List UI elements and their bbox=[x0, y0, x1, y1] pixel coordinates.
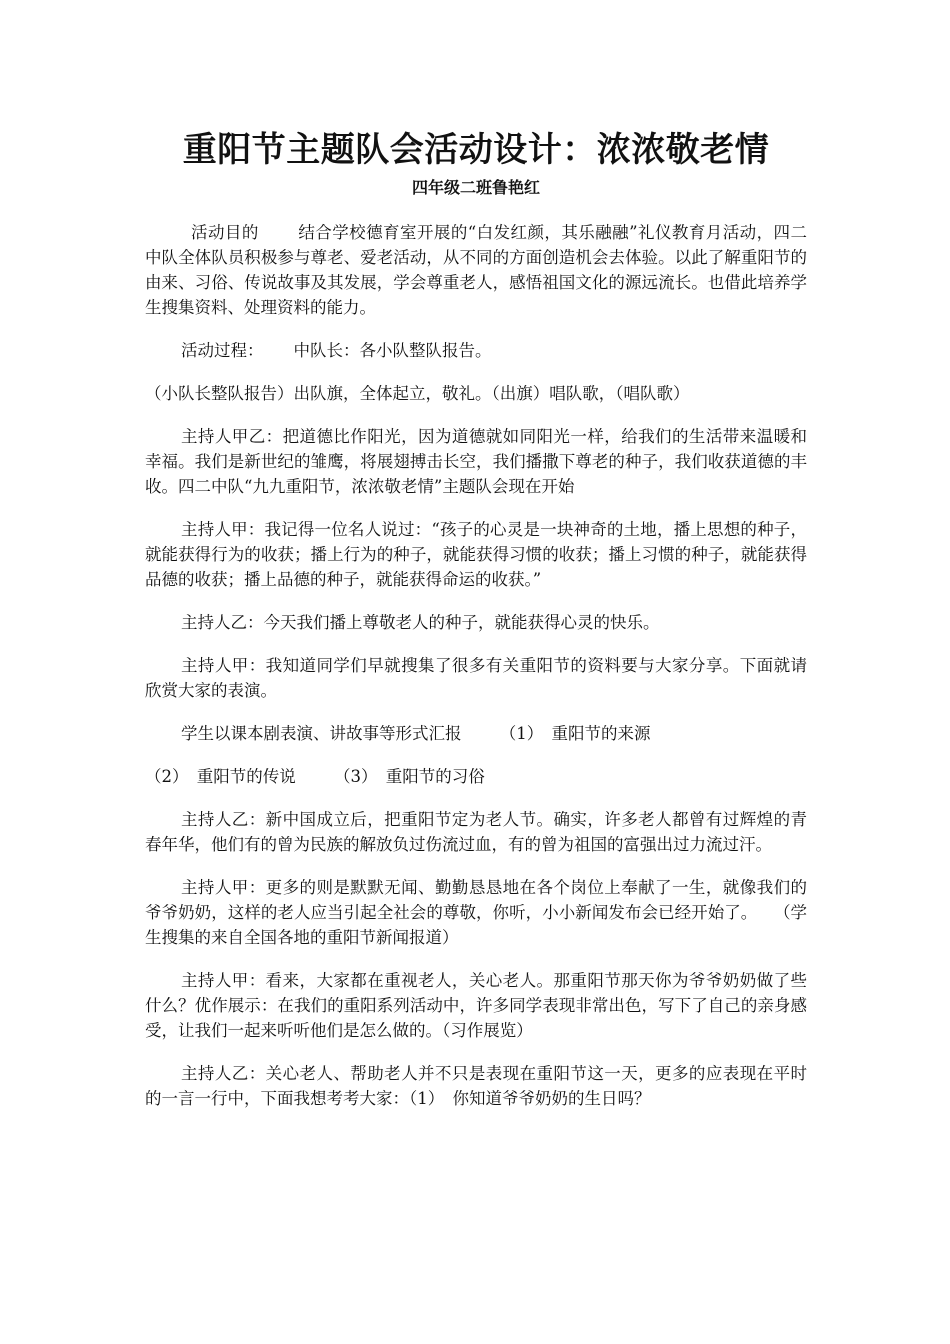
paragraph-purpose: 活动目的 结合学校德育室开展的“白发红颜，其乐融融”礼仪教育月活动，四二中队全体队员积极参与尊老、爱老活动，从不同的方面创造机会去体验。以此了解重阳节的由来、习俗、传说故事及其发展，学会尊重老人，感悟祖国文化的源远流长。也借此培养学生搜集资料、处理资料的能力。 bbox=[145, 223, 807, 317]
paragraph-host-b-seed: 主持人乙：今天我们播上尊敬老人的种子，就能获得心灵的快乐。 bbox=[181, 613, 660, 632]
paragraph-process: 活动过程： 中队长：各小队整队报告。 bbox=[181, 341, 492, 360]
document-title: 重阳节主题队会活动设计：浓浓敬老情 bbox=[182, 130, 770, 170]
document-author: 四年级二班鲁艳红 bbox=[411, 178, 540, 197]
paragraph-host-b-quiz: 主持人乙：关心老人、帮助老人并不只是表现在重阳节这一天，更多的应表现在平时的一言一行中，下面我想考考大家：（1） 你知道爷爷奶奶的生日吗？ bbox=[145, 1064, 807, 1108]
paragraph-legend-custom: （2） 重阳节的传说 （3） 重阳节的习俗 bbox=[145, 767, 485, 786]
paragraph-host-ab: 主持人甲乙：把道德比作阳光，因为道德就如同阳光一样，给我们的生活带来温暖和幸福。我们是新世纪的雏鹰，将展翅搏击长空，我们播撒下尊老的种子，我们收获道德的丰收。四二中队“九九重阳节，浓浓敬老情”主题队会现在开始 bbox=[145, 427, 807, 496]
document-page bbox=[145, 126, 807, 1129]
paragraph-host-a-share: 主持人甲：我知道同学们早就搜集了很多有关重阳节的资料要与大家分享。下面就请欣赏大家的表演。 bbox=[145, 656, 807, 700]
paragraph-host-a-essay: 主持人甲：看来，大家都在重视老人，关心老人。那重阳节那天你为爷爷奶奶做了些什么？优作展示：在我们的重阳系列活动中，许多同学表现非常出色，写下了自己的亲身感受，让我们一起来听听他们是怎么做的。（习作展览） bbox=[145, 971, 807, 1040]
paragraph-host-a-quote: 主持人甲：我记得一位名人说过：“孩子的心灵是一块神奇的土地，播上思想的种子，就能获得行为的收获；播上行为的种子，就能获得习惯的收获；播上习惯的种子，就能获得品德的收获；播上品德的种子，就能获得命运的收获。” bbox=[145, 520, 807, 589]
paragraph-host-b-elders: 主持人乙：新中国成立后，把重阳节定为老人节。确实，许多老人都曾有过辉煌的青春年华，他们有的曾为民族的解放负过伤流过血，有的曾为祖国的富强出过力流过汗。 bbox=[145, 810, 807, 854]
paragraph-student-report: 学生以课本剧表演、讲故事等形式汇报 （1） 重阳节的来源 bbox=[181, 724, 651, 743]
paragraph-host-a-news: 主持人甲：更多的则是默默无闻、勤勤恳恳地在各个岗位上奉献了一生，就像我们的爷爷奶奶，这样的老人应当引起全社会的尊敬，你听，小小新闻发布会已经开始了。 （学生搜集的来自全国各地的重阳节新闻报道） bbox=[145, 878, 807, 947]
paragraph-flag: （小队长整队报告）出队旗，全体起立，敬礼。（出旗）唱队歌，（唱队歌） bbox=[145, 384, 690, 403]
